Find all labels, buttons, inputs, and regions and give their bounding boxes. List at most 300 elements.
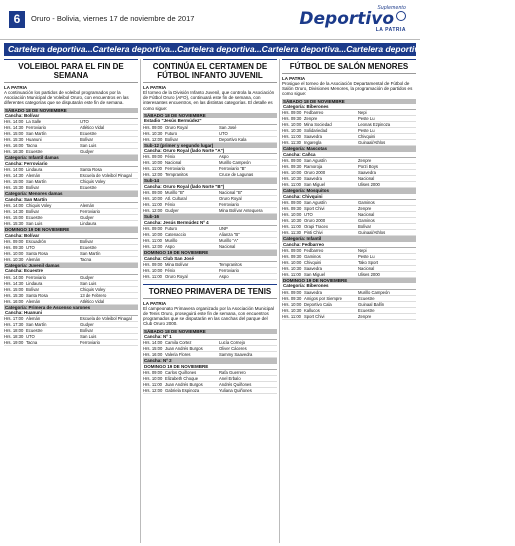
fixture-time: Hrs. 10:00 — [143, 160, 163, 166]
sub-header: Cancha: Bolívar — [4, 113, 138, 119]
home-team: Ramoroja — [304, 164, 323, 170]
away-team: Ferroviario — [80, 340, 101, 346]
home-team: Oruro 2000 — [304, 218, 326, 223]
source-label: LA PATRIA — [282, 76, 306, 81]
home-team: Fénix — [165, 202, 176, 208]
home-team: Saavedra — [304, 134, 322, 140]
away-team: Bolívar — [80, 137, 94, 143]
away-team: San José — [219, 124, 237, 130]
futbol-content — [143, 59, 277, 280]
home-team: Tacna — [26, 340, 38, 346]
away-team: San Luis — [80, 280, 97, 286]
away-team: Peste Lu — [358, 128, 375, 134]
fixture-time: Hrs. 11:00 — [282, 134, 302, 140]
fixture-time: Hrs. 09:00 — [282, 289, 302, 295]
home-team: Oruro 2000 — [304, 170, 326, 176]
away-team: Ulises 2000 — [358, 271, 380, 277]
away-team: Ecuestre — [358, 307, 375, 313]
away-team: Zenpre — [358, 158, 372, 164]
fixture-time: Hrs. 10:00 — [143, 196, 163, 202]
page-number: 6 — [9, 11, 25, 28]
fixture-time: Hrs. 15:00 — [4, 131, 24, 137]
home-team: Sport Chivi — [304, 313, 325, 319]
fixture-time: Hrs. 09:00 — [143, 190, 163, 196]
fixture-time: Hrs. 15:00 — [143, 346, 163, 352]
home-team: Catenaccio — [165, 232, 186, 237]
home-team: San Martín — [26, 179, 47, 185]
section-header: SÁBADO 18 DE NOVIEMBRE — [282, 99, 416, 105]
away-team: Ecuestre — [80, 244, 97, 250]
supplement-logo — [299, 5, 406, 33]
away-team: UTO — [219, 130, 228, 136]
fixture-time: Hrs. 10:00 — [282, 170, 302, 176]
home-team: Pinti Chivi — [304, 230, 323, 235]
home-team: Santa Rosa — [26, 292, 48, 298]
home-team: Aspo — [165, 244, 175, 249]
fixture-time: Hrs. 09:00 — [143, 124, 163, 130]
home-team: San Agustín — [304, 158, 327, 164]
sub-header: Cancha: Bolívar — [4, 233, 138, 239]
ball-icon — [396, 11, 406, 21]
away-team: Saavedra — [358, 170, 376, 176]
fixture-time: Hrs. 12:00 — [143, 244, 163, 249]
fixture-time: Hrs. 11:00 — [143, 273, 163, 279]
fixture-time: Hrs. 12:00 — [143, 388, 163, 394]
away-team: San Martín — [80, 250, 101, 256]
sub-header: Estadio "Jesús Bermúdez" — [143, 118, 277, 124]
fixture-time: Hrs. 17:30 — [4, 322, 24, 328]
home-team: Escuadrón — [26, 238, 47, 244]
away-team: Anel Erbalo — [219, 376, 241, 382]
sub-header: Categoría: Biberones — [282, 104, 416, 110]
column-title: FÚTBOL DE SALÓN MENORES — [282, 59, 416, 74]
home-team: Fedbarreo — [304, 110, 324, 116]
away-team: Tacna — [80, 256, 92, 262]
sub-header: Cancha: Huanuni — [4, 310, 138, 316]
fixture-time: Hrs. 12:00 — [143, 172, 163, 178]
home-team: Deportivo Cala — [304, 301, 332, 307]
column-voleibol — [4, 59, 138, 543]
section-header: Categoría: Juvenil damas — [4, 263, 138, 269]
fixture-time: Hrs. 09:30 — [282, 164, 302, 170]
home-team: Bolívar — [165, 136, 179, 142]
home-team: Ecuestre — [26, 328, 43, 334]
home-team: Zenpre — [304, 116, 318, 122]
fixture-row — [143, 388, 277, 394]
fixture-time: Hrs. 09:00 — [282, 200, 302, 205]
home-team: Carlos Quiñones — [165, 370, 197, 376]
home-team: Bolívar — [26, 286, 40, 292]
home-team: Atl. Cultural — [165, 196, 187, 202]
away-team: Lindaura — [80, 221, 97, 226]
fixture-time: Hrs. 15:30 — [4, 292, 24, 298]
home-team: Tacna — [26, 143, 38, 149]
fixture-time: Hrs. 10:00 — [143, 232, 163, 237]
away-team: Escuela de Voleibol Pinagal — [80, 173, 132, 179]
fixture-time: Hrs. 11:00 — [282, 271, 302, 277]
away-team: Deportivo Kala — [219, 136, 247, 142]
away-team: Rafa Guerrero — [219, 370, 246, 376]
away-team: UTO — [80, 119, 89, 125]
fixture-time: Hrs. 11:00 — [282, 182, 302, 188]
away-team: 13 de Febrero — [80, 292, 107, 298]
away-team: Alemán — [80, 203, 95, 208]
home-team: UTO — [26, 334, 35, 340]
sub-header: Cancha: Ferroviario — [4, 161, 138, 167]
sub-header: Cancha: San Martín — [4, 197, 138, 203]
away-team: Guinaal/Athlos — [358, 230, 386, 235]
fixture-time: Hrs. 18:00 — [4, 328, 24, 334]
away-team: Guinaal Ballín — [358, 301, 385, 307]
home-team: Camila Cortez — [165, 340, 192, 346]
section-header: Cancha: Nº 2 — [143, 358, 277, 364]
sub-header: Cancha: Club San José — [143, 256, 277, 262]
away-team: Nacional — [358, 265, 375, 271]
away-team: Sammy Saavedra — [219, 352, 253, 358]
home-team: Gabriela Espinoza — [165, 388, 200, 394]
home-team: Saavedra — [304, 265, 322, 271]
away-team: Guinaal/Athlos — [358, 140, 386, 146]
away-team: Leonas Ezpinoza — [358, 122, 391, 128]
fixture-row — [282, 314, 416, 320]
away-team: Ulises 2000 — [358, 182, 380, 188]
away-team: Chiquis Voley — [80, 286, 106, 292]
column-futbol-infanto — [143, 59, 277, 543]
fixture-time: Hrs. 11:00 — [143, 202, 163, 208]
fixture-time: Hrs. 12:00 — [143, 208, 163, 214]
fixture-time: Hrs. 14:30 — [4, 125, 24, 131]
fixture-time: Hrs. 14:00 — [4, 167, 24, 173]
home-team: Alemán — [26, 298, 41, 304]
away-team: Escuela de Voleibol Pinagal — [80, 316, 132, 322]
home-team: San Luis — [26, 221, 43, 226]
fixture-time: Hrs. 15:00 — [4, 286, 24, 292]
home-team: Ecuestre — [26, 215, 43, 220]
column-divider — [140, 59, 141, 543]
home-team: Saavedra — [304, 176, 322, 182]
fixture-time: Hrs. 10:00 — [282, 301, 302, 307]
home-team: Alemán — [26, 256, 41, 262]
home-team: Orapi Tracex — [304, 224, 328, 229]
fixture-time: Hrs. 09:00 — [143, 226, 163, 231]
sub-header: DOMINGO 19 DE NOVIEMBRE — [143, 364, 277, 370]
away-team: San Luis — [80, 143, 97, 149]
fixture-time: Hrs. 09:30 — [282, 206, 302, 211]
away-team: Zenpre — [358, 313, 372, 319]
home-team: Lindaura — [26, 167, 43, 173]
source-label: LA PATRIA — [4, 85, 28, 90]
away-team: San Luis — [80, 334, 97, 340]
away-team: Nacional "B" — [219, 190, 243, 196]
fixture-time: Hrs. 09:00 — [143, 370, 163, 376]
home-team: Tempranitos — [165, 172, 188, 178]
away-team: Gudyer — [80, 322, 94, 328]
away-team: Oruro Royal — [219, 196, 242, 202]
dateline: Oruro - Bolivia, viernes 17 de noviembre de 2017 — [31, 14, 195, 23]
section-band: Cartelera deportiva...Cartelera deportiva...Cartelera deportiva...Cartelera deportiva...Cartelera deportiva...Cartelera deportiva... — [4, 43, 416, 56]
home-team: La Salle — [26, 119, 42, 125]
section-header: SÁBADO 18 DE NOVIEMBRE — [4, 108, 138, 114]
logo-subtitle: LA PATRIA — [375, 27, 406, 33]
fixture-time: Hrs. 10:00 — [282, 122, 302, 128]
fixture-row — [143, 274, 277, 280]
section-header: Categoría: Mosquitos — [282, 188, 416, 194]
away-team: Alianza "B" — [219, 232, 240, 237]
fixture-time: Hrs. 09:30 — [282, 295, 302, 301]
sub-header: Cancha: Fedbarreo — [282, 242, 416, 248]
fixture-time: Hrs. 09:30 — [282, 253, 302, 259]
fixture-time: Hrs. 09:00 — [4, 238, 24, 244]
section-header: SÁBADO 18 DE NOVIEMBRE — [143, 113, 277, 119]
sub-header: Categoría: Biberones — [282, 283, 416, 289]
tenis-section — [143, 284, 277, 394]
away-team: Aspo — [219, 154, 229, 160]
home-team: Ferroviario — [26, 274, 47, 280]
fixture-time: Hrs. 15:30 — [4, 137, 24, 143]
fixture-time: Hrs. 10:30 — [282, 307, 302, 313]
away-team: Gudyer — [80, 274, 94, 280]
fixture-time: Hrs. 10:00 — [143, 267, 163, 273]
fixture-row — [4, 340, 138, 346]
fixture-time: Hrs. 10:00 — [282, 259, 302, 265]
away-team: Peste Lu — [358, 116, 375, 122]
fixture-time: Hrs. 14:00 — [4, 119, 24, 125]
away-team: Bolívar — [358, 224, 372, 229]
home-team: Fedbarreo — [304, 247, 324, 253]
fixture-time: Hrs. 17:00 — [4, 316, 24, 322]
fixture-time: Hrs. 14:30 — [4, 280, 24, 286]
fixture-time: Hrs. 09:00 — [282, 110, 302, 116]
fixture-time: Hrs. 15:00 — [4, 179, 24, 185]
section-header: Sub-12 (primer y segundo lugar) — [143, 143, 277, 149]
home-team: Juan Andrés Burgos — [165, 346, 203, 352]
home-team: Chivquini — [304, 259, 322, 265]
away-team: Andrés Quiñones — [219, 382, 252, 388]
away-team: Porzi Boys — [358, 164, 379, 170]
fixture-time: Hrs. 11:00 — [143, 382, 163, 388]
section-header: DOMINGO 19 DE NOVIEMBRE — [282, 278, 416, 284]
fixture-time: Hrs. 09:00 — [143, 154, 163, 160]
home-team: Gaminos — [304, 253, 321, 259]
intro-text: Prosigue el torneo de la Asociación Departamental de Fútbol de Salón Oruro, Divisiones Menores, la programación de partidos es como sigue: — [282, 81, 413, 97]
away-team: Peste Lu — [358, 253, 375, 259]
away-team: Bolívar — [80, 328, 94, 334]
home-team: San Agustín — [304, 200, 327, 205]
away-team: Gudyer — [80, 149, 94, 155]
section-header: Categoría: Infantil — [282, 236, 416, 242]
sub-header: Cancha: Oruro Royal (lado Norte "A") — [143, 148, 277, 154]
home-team: Bolívar — [26, 209, 40, 214]
fixture-time: Hrs. 16:30 — [4, 149, 24, 155]
fixture-time: Hrs. 14:30 — [4, 209, 24, 214]
fixture-time: Hrs. 14:00 — [143, 340, 163, 346]
fixture-time: Hrs. 11:00 — [143, 238, 163, 243]
away-team: Nepi — [358, 110, 367, 116]
home-team: Ecuestre — [26, 149, 43, 155]
away-team: Chivquini — [358, 134, 376, 140]
logo-superscript: Suplemento — [377, 5, 406, 11]
fixture-time: Hrs. 11:00 — [282, 224, 302, 229]
home-team: Alemán — [26, 316, 41, 322]
home-team: Huanuni — [26, 137, 42, 143]
fixture-time: Hrs. 09:30 — [282, 116, 302, 122]
home-team: Mina Bolívar — [165, 261, 189, 267]
fixture-time: Hrs. 10:00 — [282, 212, 302, 217]
away-team: Lucía Cornejo — [219, 340, 246, 346]
fixture-time: Hrs. 10:30 — [143, 130, 163, 136]
home-team: Sport Chivi — [304, 206, 325, 211]
section-header: Sub-14 — [143, 178, 277, 184]
section-header: DOMINGO 19 DE NOVIEMBRE — [143, 250, 277, 256]
away-team: Ferroviario — [80, 209, 101, 214]
column-divider — [279, 59, 280, 543]
away-team: Murillo "A" — [219, 238, 239, 243]
sub-header: Cancha: Chivquini — [282, 194, 416, 200]
away-team: Santa Rosa — [80, 167, 102, 173]
home-team: Futuro — [165, 226, 178, 231]
section-header: Categoría: Menores damas — [4, 191, 138, 197]
home-team: Futuro — [165, 130, 178, 136]
fixture-time: Hrs. 10:30 — [282, 218, 302, 223]
home-team: Fénix — [165, 267, 176, 273]
home-team: Bolívar — [26, 185, 40, 191]
away-team: Chiquis Voley — [80, 179, 106, 185]
section-header: Categoría: Infantil damas — [4, 155, 138, 161]
fixture-time: Hrs. 15:30 — [4, 185, 24, 191]
away-team: Murillo Campeón — [219, 160, 251, 166]
home-team: Alemán — [26, 173, 41, 179]
home-team: Gudyer — [165, 208, 179, 214]
column-title: VOLEIBOL PARA EL FIN DE SEMANA — [4, 59, 138, 83]
home-team: Ferroviario — [165, 166, 186, 172]
fixture-time: Hrs. 16:00 — [143, 352, 163, 358]
fixture-time: Hrs. 09:00 — [282, 247, 302, 253]
section-header: Categoría: Primera de Ascenso varones — [4, 305, 138, 311]
away-team: Gaminos — [358, 218, 375, 223]
away-team: Ferroviario — [219, 202, 240, 208]
sub-header: Cancha: Oruro Royal (lado Norte "B") — [143, 184, 277, 190]
away-team: Zenpre — [358, 206, 372, 211]
fixture-time: Hrs. 10:30 — [282, 176, 302, 182]
away-team: Ecuestre — [80, 185, 97, 191]
fixture-time: Hrs. 14:30 — [4, 173, 24, 179]
away-team: Tempranitos — [219, 261, 242, 267]
home-team: Chiquis Voley — [26, 203, 52, 208]
home-team: Valeria Flores — [165, 352, 191, 358]
away-team: Yuliana Quiñones — [219, 388, 252, 394]
home-team: Lindaura — [26, 280, 43, 286]
away-team: Gaminos — [358, 200, 375, 205]
home-team: UTO — [26, 244, 35, 250]
away-team: Nacional — [358, 176, 375, 182]
home-team: Juan Andrés Burgos — [165, 382, 203, 388]
away-team: Nacional — [219, 244, 236, 249]
fixture-time: Hrs. 14:00 — [4, 203, 24, 208]
away-team: UNP — [219, 226, 228, 231]
fixture-time: Hrs. 10:00 — [143, 376, 163, 382]
fixture-time: Hrs. 16:00 — [4, 298, 24, 304]
home-team: Santa Rosa — [26, 250, 48, 256]
fixture-time: Hrs. 11:00 — [282, 313, 302, 319]
fixture-time: Hrs. 16:00 — [4, 143, 24, 149]
home-team: Fénix — [165, 154, 176, 160]
intro-text: A continuación los partidos de voleibol programados por la Asociación Municipal de Voleibol Oruro, con encuentros en las diferentes categorías que se disputarán este fin de semana. — [4, 90, 129, 106]
away-team: Mina Bolívar Antequera — [219, 208, 263, 214]
fixture-time: Hrs. 12:00 — [143, 136, 163, 142]
page-header — [0, 0, 420, 40]
away-team: Nacional — [358, 212, 375, 217]
logo-title: Deportivo — [299, 9, 394, 29]
away-team: Ecuestre — [80, 131, 97, 137]
sub-header: Cancha: Nº 1 — [143, 334, 277, 340]
fixture-time: Hrs. 11:30 — [282, 140, 302, 146]
fixture-time: Hrs. 15:00 — [4, 215, 24, 220]
fixture-time: Hrs. 10:30 — [282, 265, 302, 271]
home-team: UTO — [304, 212, 313, 217]
home-team: Oruro Royal — [165, 273, 188, 279]
away-team: Ecuestre — [358, 295, 375, 301]
home-team: Elizabeth Choque — [165, 376, 199, 382]
home-team: Nacional — [165, 160, 182, 166]
home-team: Amigos por Siempre — [304, 295, 342, 301]
logo-wordmark — [299, 11, 406, 27]
home-team: Mina Sociedad — [304, 122, 332, 128]
fixture-time: Hrs. 10:30 — [282, 128, 302, 134]
section-header: Sub-16 — [143, 214, 277, 220]
fixture-time: Hrs. 09:00 — [282, 158, 302, 164]
away-team: Gudyer — [80, 215, 94, 220]
home-team: San Martín — [26, 322, 47, 328]
away-team: Cruce de Lagunas — [219, 172, 254, 178]
away-team: Ferroviario "B" — [219, 166, 246, 172]
fixture-time: Hrs. 09:30 — [4, 244, 24, 250]
source-label: LA PATRIA — [143, 85, 167, 90]
intro-text: El torneo de la División Infanto Juvenil, que controla la Asociación de Fútbol Oruro (AFO), continuará este fin de semana, con interesantes encuentros, en las distintas categorías. El detalle es como sigue: — [143, 90, 275, 111]
home-team: Murillo "B" — [165, 190, 185, 196]
sub-header: Cancha: Ecuestre — [4, 268, 138, 274]
fixture-time: Hrs. 15:30 — [4, 221, 24, 226]
home-team: San Martín — [26, 131, 47, 137]
sub-header: Cancha: Cañca — [282, 152, 416, 158]
fixture-time: Hrs. 19:00 — [4, 340, 24, 346]
away-team: Bolívar — [80, 238, 94, 244]
home-team: San Miguel — [304, 182, 325, 188]
section-header: SÁBADO 18 DE NOVIEMBRE — [143, 329, 277, 335]
away-team: Atlético Vidal — [80, 298, 105, 304]
home-team: Solidariedad — [304, 128, 328, 134]
column-title: CONTINÚA EL CERTAMEN DE FÚTBOL INFANTO JUVENIL — [143, 59, 277, 83]
away-team: Ferroviario — [219, 267, 240, 273]
column-futbol-salon — [282, 59, 416, 543]
section-header: Categoría: Mascotas — [282, 146, 416, 152]
home-team: San Miguel — [304, 271, 325, 277]
home-team: Kallucos — [304, 307, 320, 313]
fixture-time: Hrs. 10:30 — [4, 256, 24, 262]
fixture-time: Hrs. 14:00 — [4, 274, 24, 280]
away-team: Nepi — [358, 247, 367, 253]
intro-text: El campeonato Primavera organizado por la Asociación Municipal de Tenis Oruro, proseguirá este fin de semana, con encuentros programados que se disputarán en las canchas del parque del Club Oruro 2000. — [143, 305, 274, 327]
away-team: Atlético Vidal — [80, 125, 105, 131]
away-team: Oliver Cáceres — [219, 346, 247, 352]
home-team: Oruro Royal — [165, 124, 188, 130]
away-team: Aspo — [219, 273, 229, 279]
home-team: Ferroviario — [26, 125, 47, 131]
fixture-time: Hrs. 11:00 — [143, 166, 163, 172]
sub-header: Cancha: Jesús Bermúdez Nº 4 — [143, 220, 277, 226]
source-label: LA PATRIA — [143, 300, 167, 306]
fixture-time: Hrs. 18:30 — [4, 334, 24, 340]
fixture-time: Hrs. 10:00 — [4, 250, 24, 256]
